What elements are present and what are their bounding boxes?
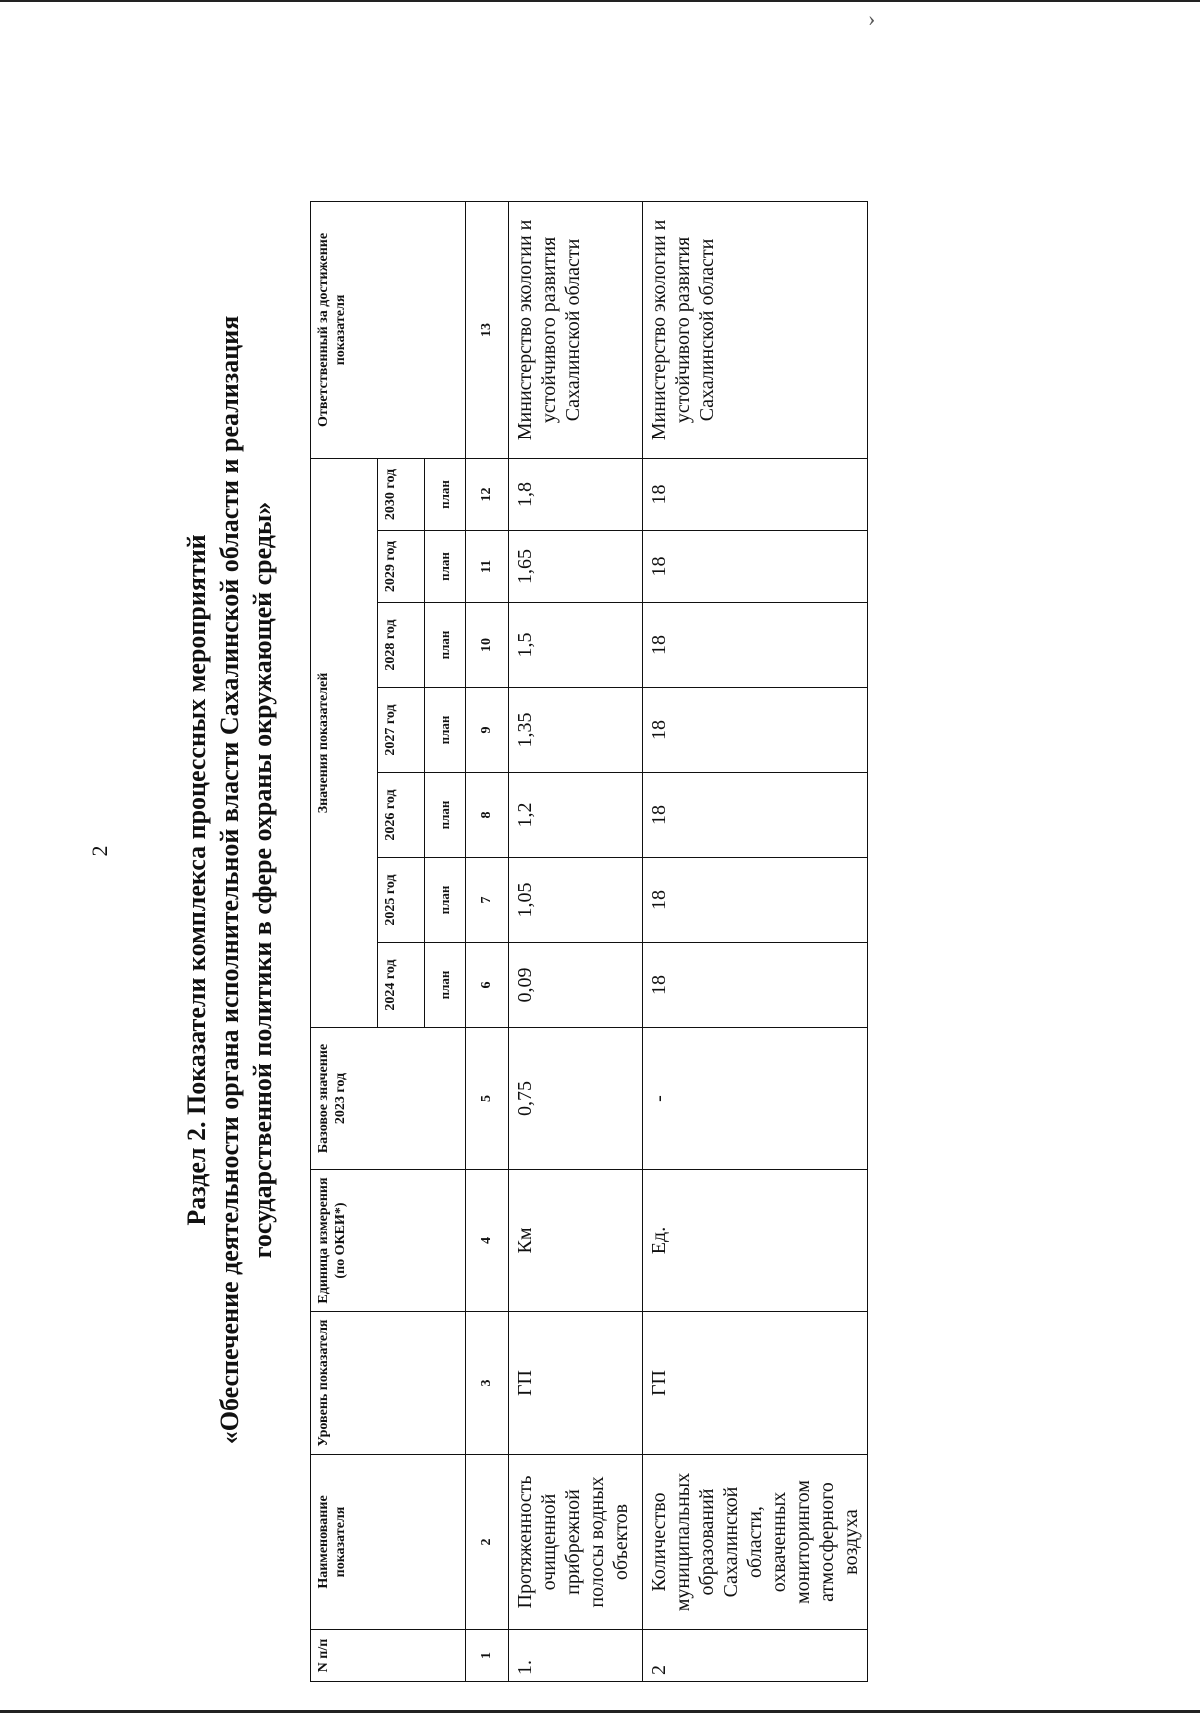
header-plan: план xyxy=(425,603,466,688)
scan-bottom-border xyxy=(0,1710,1200,1713)
row-value-2027: 1,35 xyxy=(509,688,643,773)
header-name: Наименование показателя xyxy=(311,1455,466,1630)
row-level: ГП xyxy=(643,1312,868,1455)
header-plan: план xyxy=(425,458,466,530)
column-number: 6 xyxy=(466,943,509,1028)
header-level: Уровень показателя xyxy=(311,1312,466,1455)
row-value-2024: 18 xyxy=(643,943,868,1028)
scan-mark: › xyxy=(868,6,876,31)
column-number: 5 xyxy=(466,1028,509,1170)
column-number: 9 xyxy=(466,688,509,773)
header-base: Базовое значение 2023 год xyxy=(311,1028,466,1170)
column-number: 2 xyxy=(466,1455,509,1630)
table-row xyxy=(643,201,868,1681)
column-number: 4 xyxy=(466,1170,509,1312)
column-number: 10 xyxy=(466,603,509,688)
row-level: ГП xyxy=(509,1312,643,1455)
row-responsible: Министерство экологии и устойчивого развития Сахалинской области xyxy=(509,201,643,458)
page-number: 2 xyxy=(87,845,112,857)
header-plan: план xyxy=(425,943,466,1028)
row-base: - xyxy=(643,1028,868,1170)
row-value-2025: 1,05 xyxy=(509,858,643,943)
row-value-2026: 18 xyxy=(643,773,868,858)
header-values: Значения показателей xyxy=(311,458,378,1027)
column-number: 8 xyxy=(466,773,509,858)
header-num: N п/п xyxy=(311,1630,466,1682)
column-number: 13 xyxy=(466,201,509,458)
title-line-2: «Обеспечение деятельности органа исполнительной власти Сахалинской области и реализация xyxy=(215,315,244,1445)
header-year-2024: 2024 год xyxy=(378,943,425,1028)
header-year-2026: 2026 год xyxy=(378,773,425,858)
header-responsible: Ответственный за достижение показателя xyxy=(311,201,466,458)
column-number: 1 xyxy=(466,1630,509,1682)
header-year-2028: 2028 год xyxy=(378,603,425,688)
header-plan: план xyxy=(425,531,466,603)
row-value-2028: 18 xyxy=(643,603,868,688)
header-unit: Единица измерения (по ОКЕИ*) xyxy=(311,1170,466,1312)
row-unit: Ед. xyxy=(643,1170,868,1312)
header-year-2030: 2030 год xyxy=(378,458,425,530)
row-name: Количество муниципальных образований Сахалинской области, охваченных мониторингом атмосферного воздуха xyxy=(643,1455,868,1630)
row-value-2028: 1,5 xyxy=(509,603,643,688)
row-base: 0,75 xyxy=(509,1028,643,1170)
row-num: 2 xyxy=(643,1630,868,1682)
table-row xyxy=(509,201,643,1681)
title-line-3: государственной политики в сфере охраны окружающей среды» xyxy=(248,501,277,1259)
header-plan: план xyxy=(425,688,466,773)
row-responsible: Министерство экологии и устойчивого развития Сахалинской области xyxy=(643,201,868,458)
header-plan: план xyxy=(425,858,466,943)
row-value-2024: 0,09 xyxy=(509,943,643,1028)
header-year-2025: 2025 год xyxy=(378,858,425,943)
row-value-2030: 18 xyxy=(643,458,868,530)
column-number: 11 xyxy=(466,531,509,603)
column-number: 7 xyxy=(466,858,509,943)
header-year-2029: 2029 год xyxy=(378,531,425,603)
row-value-2030: 1,8 xyxy=(509,458,643,530)
row-unit: Км xyxy=(509,1170,643,1312)
row-value-2025: 18 xyxy=(643,858,868,943)
indicators-table xyxy=(310,201,868,1682)
title-line-1: Раздел 2. Показатели комплекса процессных мероприятий xyxy=(182,534,211,1226)
column-number: 12 xyxy=(466,458,509,530)
row-value-2026: 1,2 xyxy=(509,773,643,858)
row-value-2029: 18 xyxy=(643,531,868,603)
header-plan: план xyxy=(425,773,466,858)
row-name: Протяженность очищенной прибрежной полосы водных объектов xyxy=(509,1455,643,1630)
section-title xyxy=(180,60,295,1700)
row-value-2029: 1,65 xyxy=(509,531,643,603)
column-number: 3 xyxy=(466,1312,509,1455)
scan-top-border xyxy=(0,0,1200,2)
rotated-page-content xyxy=(180,60,920,1700)
row-num: 1. xyxy=(509,1630,643,1682)
row-value-2027: 18 xyxy=(643,688,868,773)
header-year-2027: 2027 год xyxy=(378,688,425,773)
